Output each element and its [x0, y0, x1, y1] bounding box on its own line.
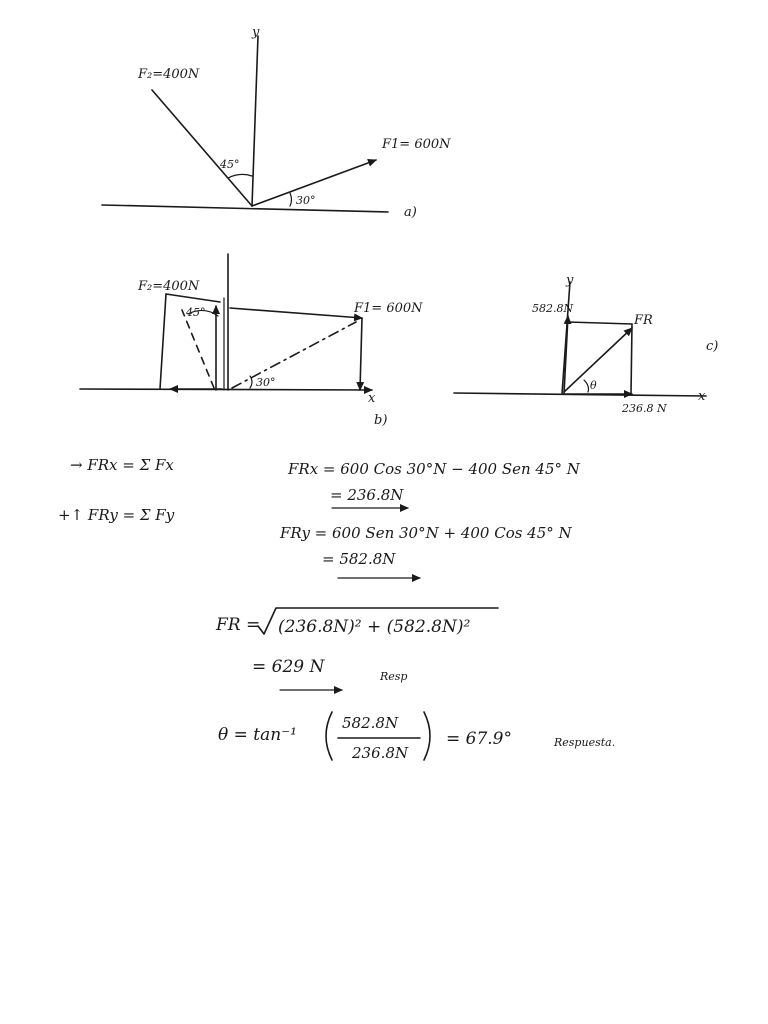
theta-note: Respuesta. [554, 736, 616, 749]
diagram-a-tag: a) [404, 205, 417, 220]
resultant-vector [564, 328, 632, 392]
y-axis [252, 36, 258, 206]
diagram-a [102, 25, 451, 220]
sum-x-equation: → FRx = Σ Fx [70, 456, 174, 474]
theta-lhs: θ = tan⁻¹ [218, 725, 297, 745]
f1-top-edge [230, 308, 362, 318]
f2-top-edge [166, 294, 220, 302]
right-paren [424, 712, 430, 760]
theta-denominator: 236.8N [352, 744, 409, 762]
frx-equation: FRx = 600 Cos 30°N − 400 Sen 45° N [288, 460, 580, 478]
fry-result: = 582.8N [322, 550, 396, 568]
force-f2-vector [152, 90, 252, 206]
fr-note: Resp [380, 670, 408, 683]
y-axis [562, 282, 570, 394]
angle-45-arc [228, 174, 252, 178]
y-axis-label: y [566, 273, 574, 288]
x-axis-label: x [368, 391, 376, 406]
f2-label: F₂=400N [138, 67, 200, 82]
diagram-c [454, 273, 718, 415]
fr-lhs: FR = [216, 615, 261, 635]
theta-label: θ [590, 379, 597, 392]
x-axis [80, 389, 372, 390]
diagram-b-tag: b) [374, 413, 388, 428]
theta-arc [584, 380, 589, 392]
diagram-c-tag: c) [706, 339, 719, 354]
theta-numerator: 582.8N [342, 714, 399, 732]
f2-dashed-vector [182, 310, 214, 388]
fr-radicand: (236.8N)² + (582.8N)² [278, 617, 471, 637]
angle-30-arc [290, 193, 292, 206]
equations [58, 456, 615, 762]
sum-y-equation: +↑ FRy = Σ Fy [58, 506, 175, 524]
frx-value-label: 236.8 N [622, 402, 667, 415]
f1-label: F1= 600N [354, 301, 423, 316]
y-axis-label: y [252, 25, 260, 40]
fry-equation: FRy = 600 Sen 30°N + 400 Cos 45° N [280, 524, 572, 542]
fry-value-label: 582.8N [532, 302, 574, 315]
frx-result: = 236.8N [330, 486, 404, 504]
angle-45-label: 45° [186, 306, 206, 319]
right-edge [631, 324, 632, 394]
resultant-label: FR [634, 313, 653, 328]
f2-x-component [160, 294, 166, 389]
fr-result: = 629 N [252, 657, 325, 677]
theta-result: = 67.9° [446, 729, 512, 749]
left-paren [326, 712, 332, 760]
angle-30-label: 30° [296, 194, 316, 207]
top-edge [568, 322, 632, 324]
angle-45-label: 45° [220, 158, 240, 171]
diagram-b [80, 254, 423, 428]
f1-right-edge [360, 318, 362, 390]
x-axis-label: x [698, 389, 706, 404]
f2-label: F₂=400N [138, 279, 200, 294]
ground-line [102, 205, 388, 212]
angle-30-label: 30° [256, 376, 276, 389]
f1-label: F1= 600N [382, 137, 451, 152]
